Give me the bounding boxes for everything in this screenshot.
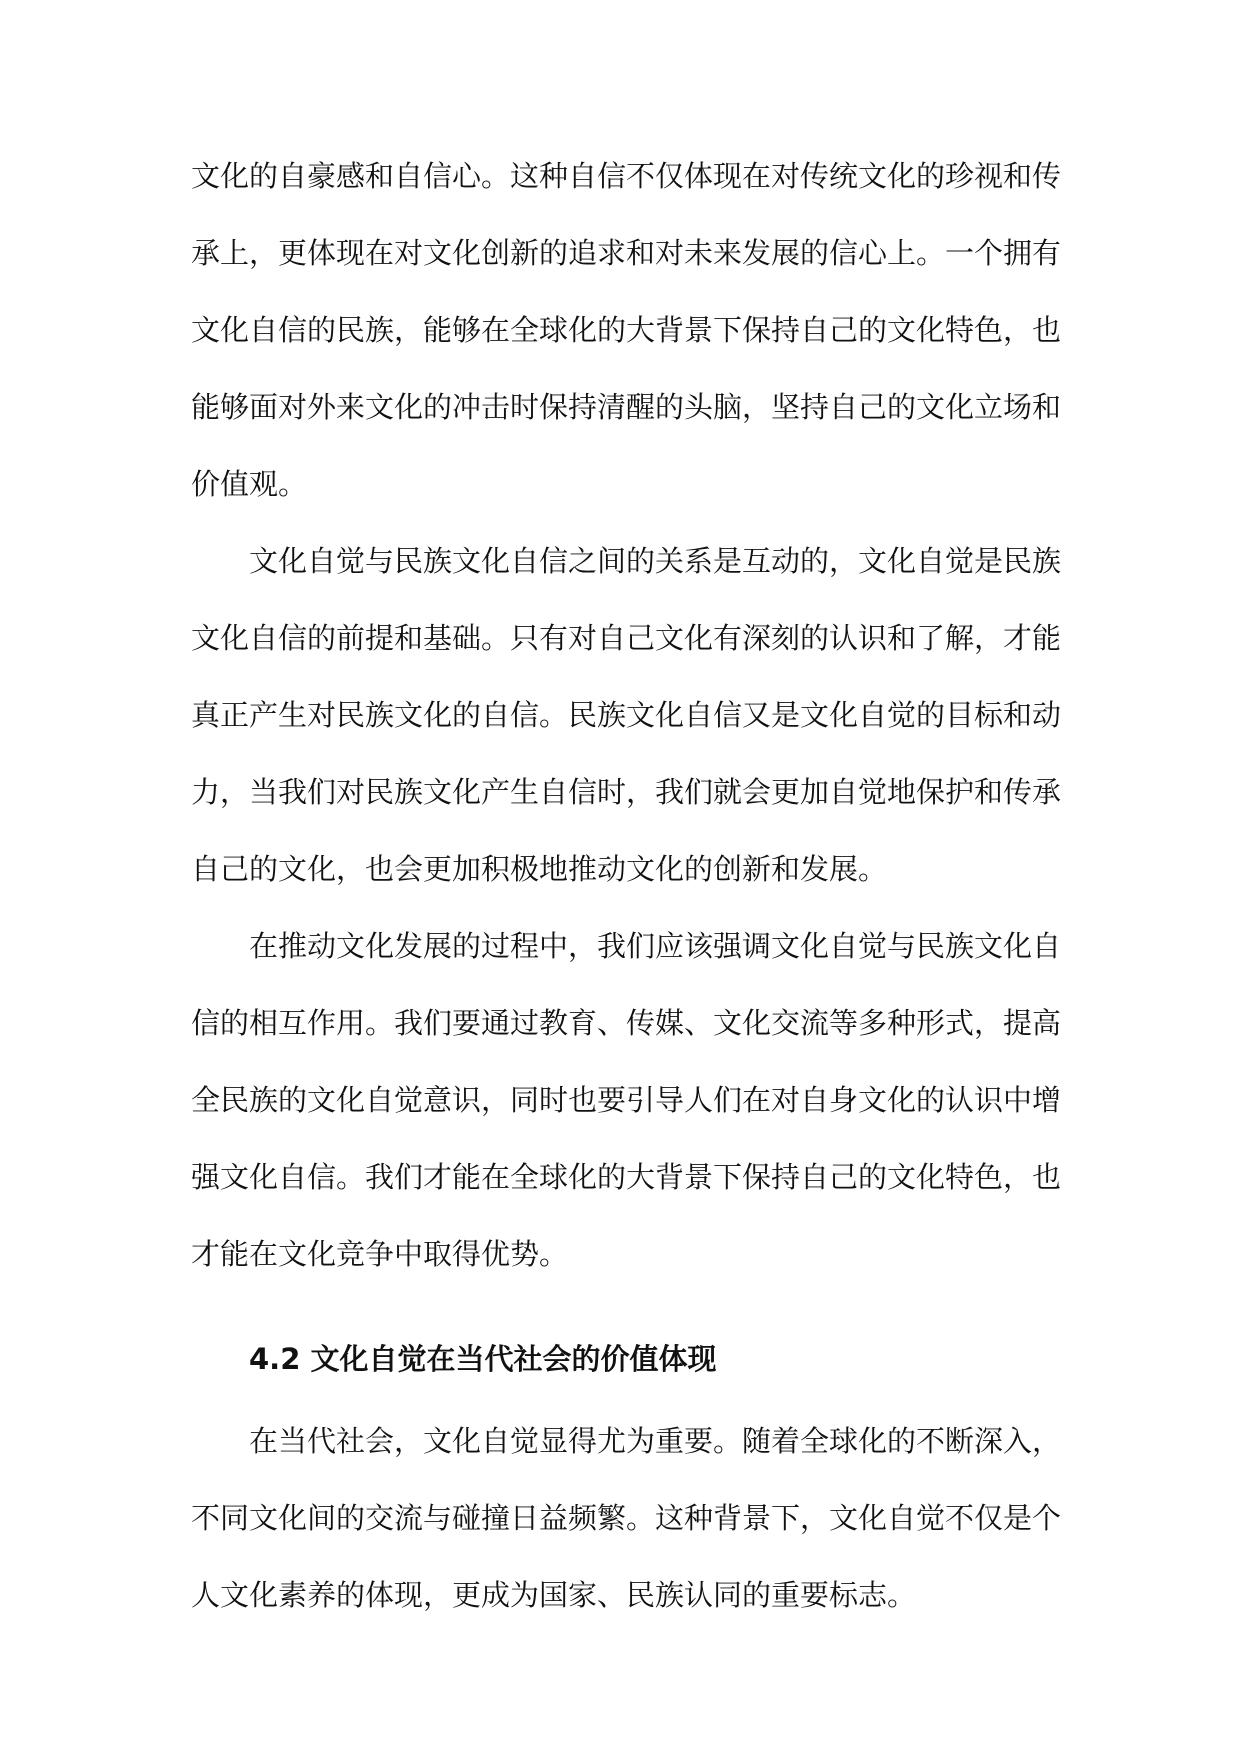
text-line: 文化自觉与民族文化自信之间的关系是互动的，文化自觉是民族 bbox=[249, 544, 1062, 578]
text-line: 在推动文化发展的过程中，我们应该强调文化自觉与民族文化自 bbox=[249, 929, 1062, 963]
text-line: 文化自信的民族，能够在全球化的大背景下保持自己的文化特色，也 bbox=[191, 313, 1062, 347]
text-line: 价值观。 bbox=[191, 467, 308, 501]
text-line: 文化自信的前提和基础。只有对自己文化有深刻的认识和了解，才能 bbox=[191, 621, 1062, 655]
text-line: 强文化自信。我们才能在全球化的大背景下保持自己的文化特色，也 bbox=[191, 1160, 1062, 1194]
text-line: 力，当我们对民族文化产生自信时，我们就会更加自觉地保护和传承 bbox=[191, 775, 1062, 809]
section-heading: 4.2 文化自觉在当代社会的价值体现 bbox=[249, 1342, 717, 1376]
text-line: 能够面对外来文化的冲击时保持清醒的头脑，坚持自己的文化立场和 bbox=[191, 390, 1062, 424]
text-line: 自己的文化，也会更加积极地推动文化的创新和发展。 bbox=[191, 852, 888, 886]
text-line: 真正产生对民族文化的自信。民族文化自信又是文化自觉的目标和动 bbox=[191, 698, 1062, 732]
text-line: 承上，更体现在对文化创新的追求和对未来发展的信心上。一个拥有 bbox=[191, 236, 1062, 270]
text-line: 在当代社会，文化自觉显得尤为重要。随着全球化的不断深入， bbox=[249, 1424, 1062, 1458]
paragraph bbox=[191, 908, 1062, 1293]
text-line: 文化的自豪感和自信心。这种自信不仅体现在对传统文化的珍视和传 bbox=[191, 159, 1062, 193]
text-line: 不同文化间的交流与碰撞日益频繁。这种背景下，文化自觉不仅是个 bbox=[191, 1501, 1062, 1535]
paragraph bbox=[191, 138, 1062, 523]
paragraph bbox=[191, 523, 1062, 908]
text-line: 全民族的文化自觉意识，同时也要引导人们在对自身文化的认识中增 bbox=[191, 1083, 1062, 1117]
paragraph bbox=[191, 1403, 1062, 1634]
text-line: 才能在文化竞争中取得优势。 bbox=[191, 1237, 569, 1271]
text-line: 信的相互作用。我们要通过教育、传媒、文化交流等多种形式，提高 bbox=[191, 1006, 1062, 1040]
document-page bbox=[191, 138, 1062, 1634]
text-line: 人文化素养的体现，更成为国家、民族认同的重要标志。 bbox=[191, 1578, 917, 1612]
